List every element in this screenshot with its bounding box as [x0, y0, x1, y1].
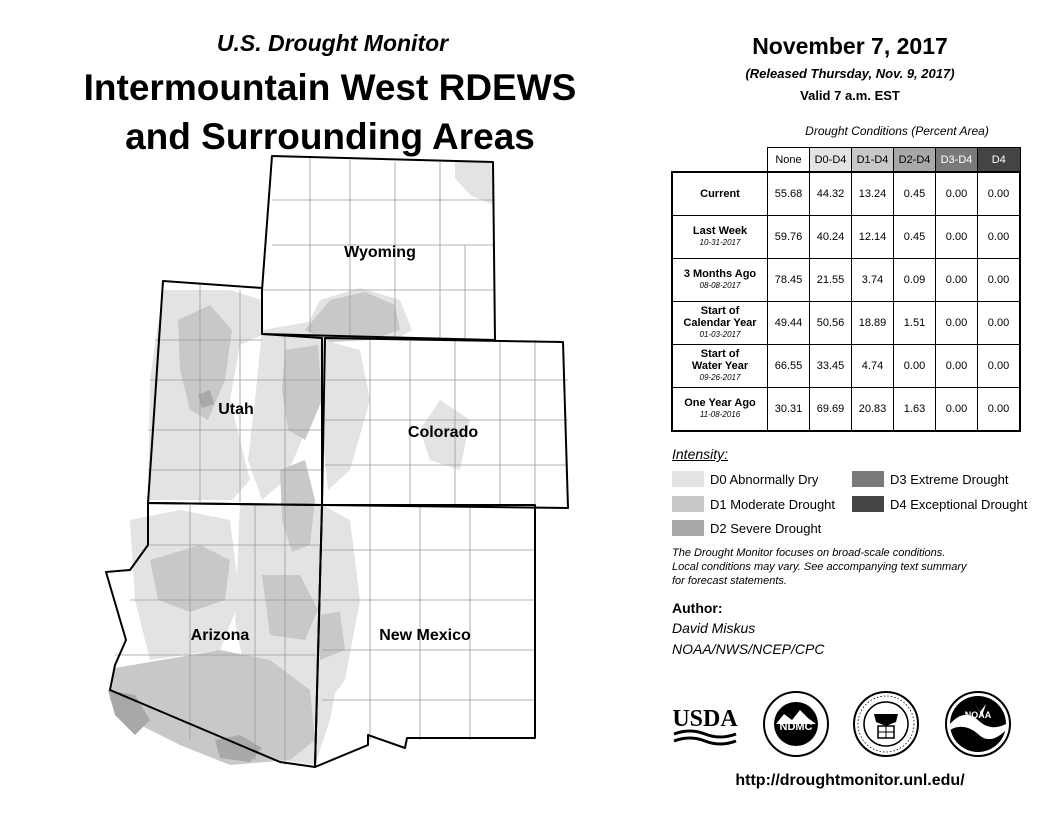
column-header-d4: D4: [978, 148, 1021, 173]
table-cell: 44.32: [810, 172, 852, 216]
author-name: David Miskus: [672, 620, 756, 636]
legend-swatch-d1: [672, 496, 704, 512]
row-label-date: 10-31-2017: [699, 238, 741, 247]
table-cell: 69.69: [810, 388, 852, 432]
table-cell: 1.51: [894, 302, 936, 345]
valid-time: Valid 7 a.m. EST: [800, 88, 900, 103]
table-row-label: [672, 388, 768, 432]
state-label-colorado: Colorado: [407, 424, 479, 441]
table-cell: 0.00: [978, 216, 1021, 259]
table-row-label: [672, 259, 768, 302]
table-cell: 40.24: [810, 216, 852, 259]
table-cell: 0.09: [894, 259, 936, 302]
table-cell: 21.55: [810, 259, 852, 302]
map-subtitle: U.S. Drought Monitor: [216, 30, 449, 56]
legend-swatch-d4: [852, 496, 884, 512]
table-row-label: [672, 302, 768, 345]
row-label-text: Last Week: [692, 225, 748, 237]
table-cell: 66.55: [768, 345, 810, 388]
table-cell: 49.44: [768, 302, 810, 345]
table-row: [672, 172, 1020, 216]
table-caption: Drought Conditions (Percent Area): [805, 124, 989, 138]
table-row: [672, 216, 1020, 259]
row-label-text: 3 Months Ago: [683, 268, 757, 280]
map-date: November 7, 2017: [752, 33, 948, 59]
row-label-text: One Year Ago: [684, 397, 756, 409]
author-label: Author:: [672, 600, 723, 616]
d0-area-colorado-west: [322, 340, 370, 490]
release-date: (Released Thursday, Nov. 9, 2017): [745, 66, 955, 81]
state-label-utah: Utah: [218, 401, 254, 418]
table-row-label: [672, 216, 768, 259]
table-cell: 20.83: [852, 388, 894, 432]
table-cell: 3.74: [852, 259, 894, 302]
legend-title: Intensity:: [672, 446, 729, 462]
legend-swatch-d2: [672, 520, 704, 536]
table-row: [672, 345, 1020, 388]
table-cell: 55.68: [768, 172, 810, 216]
table-cell: 78.45: [768, 259, 810, 302]
noaa-logo-icon: [944, 690, 1012, 758]
row-label-date: 09-26-2017: [699, 373, 741, 382]
row-label-date: 11-08-2016: [699, 410, 741, 419]
note-line-1: The Drought Monitor focuses on broad-scale conditions.: [672, 547, 946, 559]
website-link[interactable]: http://droughtmonitor.unl.edu/: [735, 772, 965, 789]
table-cell: 0.00: [936, 216, 978, 259]
ndmc-logo-text: NDMC: [779, 721, 813, 733]
author-organization: NOAA/NWS/NCEP/CPC: [672, 641, 825, 657]
table-cell: 0.00: [936, 172, 978, 216]
table-corner: [672, 148, 768, 173]
table-cell: 0.00: [978, 388, 1021, 432]
map-title-line-2: and Surrounding Areas: [125, 116, 535, 157]
table-row: [672, 259, 1020, 302]
noaa-logo-text: NOAA: [964, 710, 992, 720]
table-cell: 13.24: [852, 172, 894, 216]
row-label-date: 01-03-2017: [699, 330, 741, 339]
table-cell: 1.63: [894, 388, 936, 432]
table-header-row: [672, 148, 1020, 173]
table-cell: 50.56: [810, 302, 852, 345]
usda-logo-text: USDA: [672, 706, 738, 732]
state-label-new-mexico: New Mexico: [379, 627, 471, 644]
table-cell: 0.45: [894, 216, 936, 259]
row-label-text: Water Year: [691, 360, 749, 372]
column-header-d0-d4: D0-D4: [810, 148, 852, 173]
table-cell: 0.00: [978, 302, 1021, 345]
usda-logo-icon: [672, 700, 738, 750]
note-line-3: for forecast statements.: [672, 575, 787, 587]
table-cell: 0.00: [978, 345, 1021, 388]
column-header-none: None: [768, 148, 810, 173]
legend-label-d3: D3 Extreme Drought: [890, 471, 1009, 487]
table-cell: 33.45: [810, 345, 852, 388]
legend-label-d2: D2 Severe Drought: [710, 520, 822, 536]
table-row-label: [672, 345, 768, 388]
table-row-label: [672, 172, 768, 216]
legend-item-d0: [672, 471, 818, 487]
table-cell: 0.45: [894, 172, 936, 216]
ndmc-logo-icon: [762, 690, 830, 758]
table-row: [672, 388, 1020, 432]
legend-swatch-d3: [852, 471, 884, 487]
table-cell: 12.14: [852, 216, 894, 259]
row-label-date: 08-08-2017: [699, 281, 741, 290]
legend-item-d3: [852, 471, 1009, 487]
table-cell: 30.31: [768, 388, 810, 432]
state-label-arizona: Arizona: [190, 627, 250, 644]
table-cell: 0.00: [936, 302, 978, 345]
department-of-commerce-seal-icon: [852, 690, 920, 758]
table-cell: 0.00: [978, 172, 1021, 216]
table-body: [672, 172, 1020, 431]
note-line-2: Local conditions may vary. See accompanying text summary: [672, 561, 967, 573]
map-title-line-1: Intermountain West RDEWS: [83, 67, 577, 108]
column-header-d3-d4: D3-D4: [936, 148, 978, 173]
drought-conditions-table: [671, 147, 1021, 432]
table-cell: 0.00: [978, 259, 1021, 302]
table-row: [672, 302, 1020, 345]
row-label-text: Current: [700, 188, 740, 200]
drought-map: [0, 150, 660, 780]
table-cell: 18.89: [852, 302, 894, 345]
legend-item-d2: [672, 520, 821, 536]
table-cell: 0.00: [936, 345, 978, 388]
legend-item-d1: [672, 496, 835, 512]
state-label-wyoming: Wyoming: [344, 244, 416, 261]
table-cell: 59.76: [768, 216, 810, 259]
table-cell: 0.00: [936, 259, 978, 302]
legend-item-d4: [852, 496, 1027, 512]
legend-label-d4: D4 Exceptional Drought: [890, 496, 1028, 512]
table-cell: 4.74: [852, 345, 894, 388]
row-label-text: Start of: [700, 305, 740, 317]
legend-label-d1: D1 Moderate Drought: [710, 496, 836, 512]
row-label-text: Calendar Year: [683, 317, 757, 329]
d1-area-utah-east: [282, 345, 322, 440]
disclaimer-note: [672, 546, 1032, 588]
table-cell: 0.00: [894, 345, 936, 388]
legend-swatch-d0: [672, 471, 704, 487]
legend-label-d0: D0 Abnormally Dry: [710, 471, 819, 487]
d0-area-wyoming-ne: [455, 160, 494, 205]
row-label-text: Start of: [700, 348, 740, 360]
table-cell: 0.00: [936, 388, 978, 432]
column-header-d1-d4: D1-D4: [852, 148, 894, 173]
drought-shading: [108, 160, 494, 765]
column-header-d2-d4: D2-D4: [894, 148, 936, 173]
